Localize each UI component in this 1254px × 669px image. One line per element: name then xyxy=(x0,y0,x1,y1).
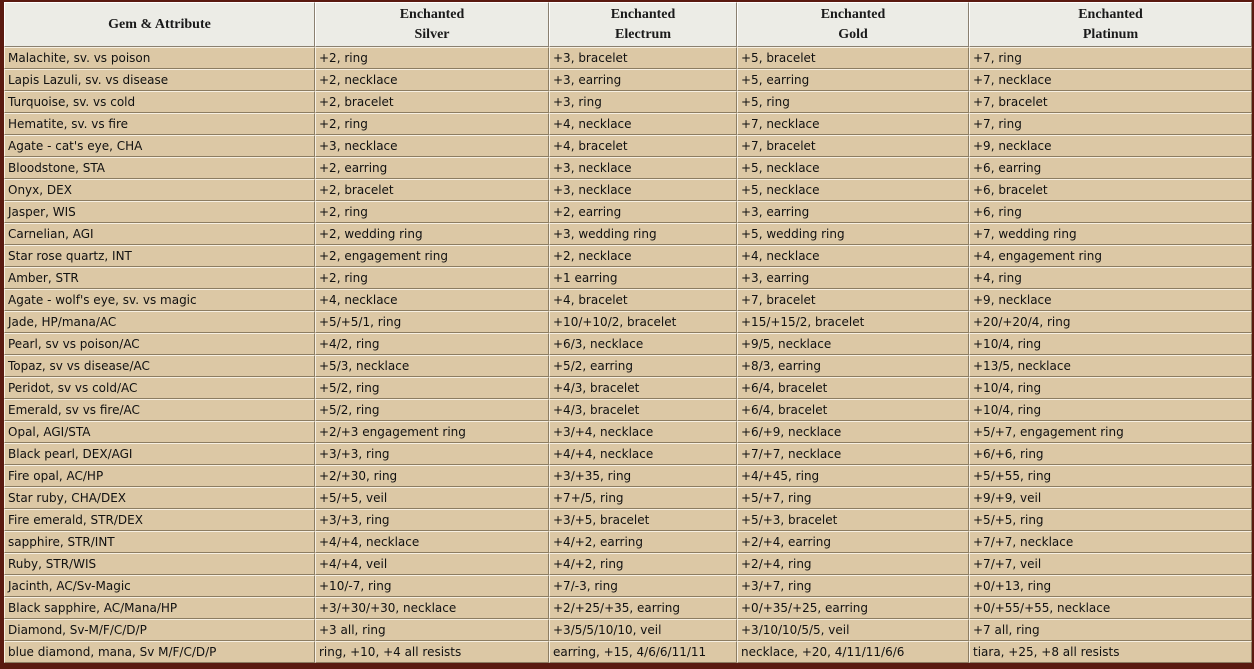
gold-cell: +3, earring xyxy=(737,267,969,289)
platinum-cell: +5/+7, engagement ring xyxy=(969,421,1252,443)
gold-cell: +9/5, necklace xyxy=(737,333,969,355)
header-enchanted-gold xyxy=(737,2,969,47)
platinum-cell: +7/+7, necklace xyxy=(969,531,1252,553)
gem-attribute-cell: Star ruby, CHA/DEX xyxy=(4,487,315,509)
header-gem-attribute xyxy=(4,2,315,47)
electrum-cell: earring, +15, 4/6/6/11/11 xyxy=(549,641,737,663)
table-row xyxy=(4,553,1252,575)
gold-cell: +6/+9, necklace xyxy=(737,421,969,443)
electrum-cell: +4/3, bracelet xyxy=(549,377,737,399)
gem-attribute-cell: Jasper, WIS xyxy=(4,201,315,223)
silver-cell: +4/+4, necklace xyxy=(315,531,549,553)
header-enchanted-platinum xyxy=(969,2,1252,47)
silver-cell: +5/2, ring xyxy=(315,377,549,399)
gold-cell: +3/+7, ring xyxy=(737,575,969,597)
header-enchanted-silver xyxy=(315,2,549,47)
gold-cell: +5, bracelet xyxy=(737,47,969,69)
silver-cell: +2, bracelet xyxy=(315,91,549,113)
platinum-cell: +9/+9, veil xyxy=(969,487,1252,509)
silver-cell: +2, ring xyxy=(315,47,549,69)
electrum-cell: +1 earring xyxy=(549,267,737,289)
table-header-row xyxy=(4,2,1252,47)
gold-cell: +5, necklace xyxy=(737,179,969,201)
gold-cell: +5, ring xyxy=(737,91,969,113)
electrum-cell: +5/2, earring xyxy=(549,355,737,377)
table-row xyxy=(4,179,1252,201)
platinum-cell: +0/+55/+55, necklace xyxy=(969,597,1252,619)
platinum-cell: +20/+20/4, ring xyxy=(969,311,1252,333)
gem-attribute-cell: Bloodstone, STA xyxy=(4,157,315,179)
gold-cell: +7/+7, necklace xyxy=(737,443,969,465)
gold-cell: necklace, +20, 4/11/11/6/6 xyxy=(737,641,969,663)
silver-cell: +2, ring xyxy=(315,201,549,223)
table-row xyxy=(4,223,1252,245)
electrum-cell: +3, ring xyxy=(549,91,737,113)
silver-cell: +2, necklace xyxy=(315,69,549,91)
gold-cell: +5, earring xyxy=(737,69,969,91)
gem-attribute-cell: Diamond, Sv-M/F/C/D/P xyxy=(4,619,315,641)
electrum-cell: +4/+2, ring xyxy=(549,553,737,575)
gem-attribute-cell: Topaz, sv vs disease/AC xyxy=(4,355,315,377)
gold-cell: +0/+35/+25, earring xyxy=(737,597,969,619)
electrum-cell: +3, necklace xyxy=(549,179,737,201)
table-body xyxy=(4,47,1252,663)
electrum-cell: +4, necklace xyxy=(549,113,737,135)
gem-attribute-cell: Fire opal, AC/HP xyxy=(4,465,315,487)
platinum-cell: +9, necklace xyxy=(969,289,1252,311)
gem-attribute-cell: Hematite, sv. vs fire xyxy=(4,113,315,135)
silver-cell: +3/+30/+30, necklace xyxy=(315,597,549,619)
silver-cell: +3/+3, ring xyxy=(315,443,549,465)
table-row xyxy=(4,135,1252,157)
table-row xyxy=(4,157,1252,179)
table-row xyxy=(4,597,1252,619)
table-row xyxy=(4,245,1252,267)
column-header-line: Gem & Attribute xyxy=(108,16,211,32)
gold-cell: +4, necklace xyxy=(737,245,969,267)
platinum-cell: +7 all, ring xyxy=(969,619,1252,641)
gem-attribute-cell: Malachite, sv. vs poison xyxy=(4,47,315,69)
gem-attribute-cell: Emerald, sv vs fire/AC xyxy=(4,399,315,421)
table-row xyxy=(4,531,1252,553)
electrum-cell: +4, bracelet xyxy=(549,289,737,311)
silver-cell: +4/2, ring xyxy=(315,333,549,355)
silver-cell: +2, earring xyxy=(315,157,549,179)
gold-cell: +2/+4, earring xyxy=(737,531,969,553)
platinum-cell: +10/4, ring xyxy=(969,333,1252,355)
gem-enchantment-table xyxy=(4,2,1252,663)
platinum-cell: +7, necklace xyxy=(969,69,1252,91)
platinum-cell: +10/4, ring xyxy=(969,377,1252,399)
gold-cell: +6/4, bracelet xyxy=(737,399,969,421)
gem-attribute-cell: Agate - wolf's eye, sv. vs magic xyxy=(4,289,315,311)
gem-attribute-cell: Fire emerald, STR/DEX xyxy=(4,509,315,531)
gold-cell: +15/+15/2, bracelet xyxy=(737,311,969,333)
gem-attribute-cell: Turquoise, sv. vs cold xyxy=(4,91,315,113)
gem-attribute-cell: Black sapphire, AC/Mana/HP xyxy=(4,597,315,619)
gem-attribute-cell: Peridot, sv vs cold/AC xyxy=(4,377,315,399)
table-row xyxy=(4,113,1252,135)
gem-attribute-cell: Jacinth, AC/Sv-Magic xyxy=(4,575,315,597)
platinum-cell: +6, ring xyxy=(969,201,1252,223)
table-row xyxy=(4,443,1252,465)
column-header-line: Platinum xyxy=(1082,26,1139,42)
table-row xyxy=(4,641,1252,663)
silver-cell: +4/+4, veil xyxy=(315,553,549,575)
platinum-cell: +7, ring xyxy=(969,47,1252,69)
electrum-cell: +4/3, bracelet xyxy=(549,399,737,421)
platinum-cell: +7, wedding ring xyxy=(969,223,1252,245)
gem-attribute-cell: Carnelian, AGI xyxy=(4,223,315,245)
platinum-cell: +4, engagement ring xyxy=(969,245,1252,267)
gold-cell: +5, wedding ring xyxy=(737,223,969,245)
table-row xyxy=(4,201,1252,223)
silver-cell: +2, bracelet xyxy=(315,179,549,201)
table-row xyxy=(4,311,1252,333)
gold-cell: +5, necklace xyxy=(737,157,969,179)
electrum-cell: +3, necklace xyxy=(549,157,737,179)
platinum-cell: +6, bracelet xyxy=(969,179,1252,201)
gold-cell: +7, necklace xyxy=(737,113,969,135)
silver-cell: +2, engagement ring xyxy=(315,245,549,267)
table-row xyxy=(4,91,1252,113)
table-row xyxy=(4,487,1252,509)
electrum-cell: +6/3, necklace xyxy=(549,333,737,355)
table-row xyxy=(4,509,1252,531)
gem-attribute-cell: Onyx, DEX xyxy=(4,179,315,201)
table-row xyxy=(4,575,1252,597)
electrum-cell: +3/+35, ring xyxy=(549,465,737,487)
platinum-cell: +7, ring xyxy=(969,113,1252,135)
silver-cell: +2/+3 engagement ring xyxy=(315,421,549,443)
gold-cell: +8/3, earring xyxy=(737,355,969,377)
electrum-cell: +3, bracelet xyxy=(549,47,737,69)
gold-cell: +3, earring xyxy=(737,201,969,223)
gold-cell: +5/+3, bracelet xyxy=(737,509,969,531)
table-row xyxy=(4,69,1252,91)
platinum-cell: +6, earring xyxy=(969,157,1252,179)
gold-cell: +5/+7, ring xyxy=(737,487,969,509)
silver-cell: +2, ring xyxy=(315,113,549,135)
silver-cell: +5/+5, veil xyxy=(315,487,549,509)
silver-cell: +4, necklace xyxy=(315,289,549,311)
electrum-cell: +4/+4, necklace xyxy=(549,443,737,465)
silver-cell: +5/+5/1, ring xyxy=(315,311,549,333)
table-row xyxy=(4,619,1252,641)
gold-cell: +2/+4, ring xyxy=(737,553,969,575)
column-header-line: Enchanted xyxy=(610,6,676,22)
electrum-cell: +10/+10/2, bracelet xyxy=(549,311,737,333)
table-row xyxy=(4,47,1252,69)
table-row xyxy=(4,465,1252,487)
table-row xyxy=(4,267,1252,289)
table-row xyxy=(4,421,1252,443)
electrum-cell: +3/+5, bracelet xyxy=(549,509,737,531)
silver-cell: +2, wedding ring xyxy=(315,223,549,245)
column-header-line: Enchanted xyxy=(399,6,465,22)
gem-attribute-cell: sapphire, STR/INT xyxy=(4,531,315,553)
electrum-cell: +3/+4, necklace xyxy=(549,421,737,443)
platinum-cell: +6/+6, ring xyxy=(969,443,1252,465)
silver-cell: +3/+3, ring xyxy=(315,509,549,531)
gem-attribute-cell: Star rose quartz, INT xyxy=(4,245,315,267)
gem-attribute-cell: Lapis Lazuli, sv. vs disease xyxy=(4,69,315,91)
platinum-cell: +7/+7, veil xyxy=(969,553,1252,575)
electrum-cell: +3, earring xyxy=(549,69,737,91)
platinum-cell: +10/4, ring xyxy=(969,399,1252,421)
platinum-cell: +5/+55, ring xyxy=(969,465,1252,487)
table-row xyxy=(4,333,1252,355)
column-header-line: Gold xyxy=(838,26,868,42)
silver-cell: +2, ring xyxy=(315,267,549,289)
platinum-cell: +0/+13, ring xyxy=(969,575,1252,597)
silver-cell: +3, necklace xyxy=(315,135,549,157)
platinum-cell: +4, ring xyxy=(969,267,1252,289)
silver-cell: +3 all, ring xyxy=(315,619,549,641)
gem-attribute-cell: Amber, STR xyxy=(4,267,315,289)
gem-attribute-cell: Pearl, sv vs poison/AC xyxy=(4,333,315,355)
gem-attribute-cell: Black pearl, DEX/AGI xyxy=(4,443,315,465)
electrum-cell: +7/-3, ring xyxy=(549,575,737,597)
silver-cell: +2/+30, ring xyxy=(315,465,549,487)
platinum-cell: +5/+5, ring xyxy=(969,509,1252,531)
gem-attribute-cell: Ruby, STR/WIS xyxy=(4,553,315,575)
column-header-line: Enchanted xyxy=(820,6,886,22)
silver-cell: +10/-7, ring xyxy=(315,575,549,597)
electrum-cell: +4/+2, earring xyxy=(549,531,737,553)
gold-cell: +4/+45, ring xyxy=(737,465,969,487)
gem-attribute-cell: Opal, AGI/STA xyxy=(4,421,315,443)
silver-cell: +5/2, ring xyxy=(315,399,549,421)
column-header-line: Silver xyxy=(414,26,450,42)
platinum-cell: +13/5, necklace xyxy=(969,355,1252,377)
column-header-line: Enchanted xyxy=(1078,6,1143,22)
electrum-cell: +2/+25/+35, earring xyxy=(549,597,737,619)
silver-cell: ring, +10, +4 all resists xyxy=(315,641,549,663)
table-row xyxy=(4,289,1252,311)
gem-attribute-cell: Jade, HP/mana/AC xyxy=(4,311,315,333)
electrum-cell: +7+/5, ring xyxy=(549,487,737,509)
platinum-cell: +7, bracelet xyxy=(969,91,1252,113)
electrum-cell: +2, earring xyxy=(549,201,737,223)
table-row xyxy=(4,377,1252,399)
gold-cell: +7, bracelet xyxy=(737,135,969,157)
table-row xyxy=(4,399,1252,421)
column-header-line: Electrum xyxy=(615,26,671,42)
electrum-cell: +2, necklace xyxy=(549,245,737,267)
table-row xyxy=(4,355,1252,377)
gold-cell: +3/10/10/5/5, veil xyxy=(737,619,969,641)
gold-cell: +7, bracelet xyxy=(737,289,969,311)
gem-attribute-cell: Agate - cat's eye, CHA xyxy=(4,135,315,157)
header-enchanted-electrum xyxy=(549,2,737,47)
electrum-cell: +3/5/5/10/10, veil xyxy=(549,619,737,641)
platinum-cell: +9, necklace xyxy=(969,135,1252,157)
electrum-cell: +4, bracelet xyxy=(549,135,737,157)
silver-cell: +5/3, necklace xyxy=(315,355,549,377)
gem-attribute-cell: blue diamond, mana, Sv M/F/C/D/P xyxy=(4,641,315,663)
gold-cell: +6/4, bracelet xyxy=(737,377,969,399)
electrum-cell: +3, wedding ring xyxy=(549,223,737,245)
platinum-cell: tiara, +25, +8 all resists xyxy=(969,641,1252,663)
